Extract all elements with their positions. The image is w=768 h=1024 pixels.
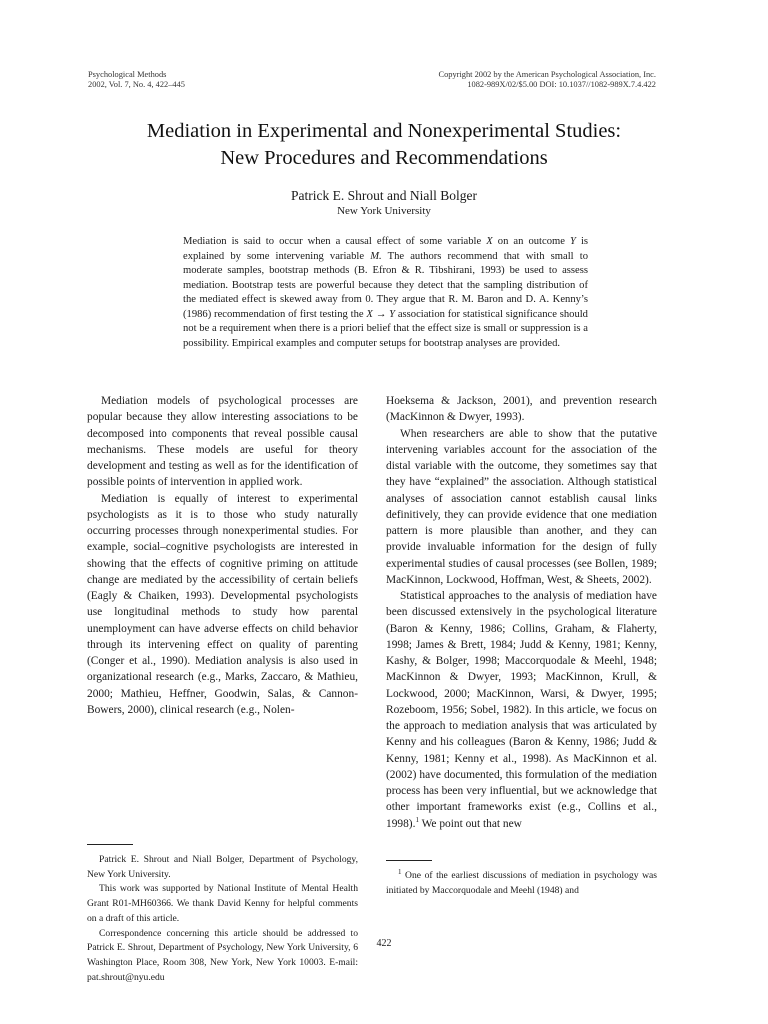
abstract-part: The authors recommend that with small to moderate samples, bootstrap methods (B. Efron & R. Tibshirani, 1993) be used to assess mediation. Bootstrap tests are powerful because they detect that the sampling distribution of the mediated effect is skewed away from 0. They argue that R. M. Baron and D. A. Kenny’s (1986) recommendation of first testing the: [183, 250, 589, 320]
abstract: [183, 235, 588, 351]
footnote-text: [386, 869, 657, 898]
body-paragraph: Mediation is equally of interest to experimental psychologists as it is to those who study naturally occurring processes through nonexperimental studies. For example, social–cognitive psychologists are interested in showing that the effects of cognitive priming on attitude change are mediated by the accessibility of certain beliefs (Eagly & Chaiken, 1993). Developmental psychologists use longitudinal methods to study how parental unemployment can have adverse effects on child behavior through its intervening effect on quality of parenting (Conger et al., 1990). Mediation analysis is also used in organizational research (e.g., Marks, Zaccaro, & Mathieu, 2000; Mathieu, Heffner, Goodwin, Salas, & Cannon-Bowers, 2000), clinical research (e.g., Nolen-: [87, 492, 358, 716]
copyright-line: Copyright 2002 by the American Psychological Association, Inc.: [438, 70, 656, 79]
variable-x: X: [486, 236, 493, 247]
body-paragraph: Mediation models of psychological processes are popular because they allow interesting associations to be decomposed into components that reveal possible causal mechanisms. These models are useful for theory development and testing as well as for the identification of possible points of intervention in applied work.: [87, 395, 358, 489]
title-line-2: New Procedures and Recommendations: [220, 147, 548, 169]
abstract-part: Mediation is said to occur when a causal effect of some variable: [183, 236, 482, 247]
paragraph-text: Statistical approaches to the analysis of mediation have been discussed extensively in the psychological literature (Baron & Kenny, 1986; Collins, Graham, & Flaherty, 1998; James & Brett, 1984; Judd & Kenny, 1981; Kenny, Kashy, & Bolger, 1998; Maccorquodale & Meehl, 1948; MacKinnon & Dwyer, 1993; MacKinnon, Krull, & Lockwood, 2000; MacKinnon, Warsi, & Dwyer, 1995; Rozeboom, 1956; Sobel, 1982). In this article, we focus on the approach to mediation analysis that was articulated by Kenny and his colleagues (Baron & Kenny, 1986; Judd & Kenny, 1981; Kenny et al., 1998). As MacKinnon et al. (2002) have documented, this formulation of the mediation process has been very influential, but we acknowledge that other important frameworks exist (e.g., Collins et al., 1998).: [386, 590, 657, 830]
body-column-left: [87, 393, 358, 718]
footnote-mark: 1: [398, 867, 402, 876]
body-paragraph: [386, 588, 657, 832]
journal-volume: 2002, Vol. 7, No. 4, 422–445: [88, 80, 185, 89]
article-title: [60, 118, 708, 172]
doi-line: 1082-989X/02/$5.00 DOI: 10.1037//1082-989X.7.4.422: [467, 80, 656, 89]
author-note-funding: This work was supported by National Institute of Mental Health Grant R01-MH60366. We thank David Kenny for helpful comments on a draft of this article.: [87, 883, 358, 924]
body-column-right: [386, 393, 657, 832]
body-paragraph: Hoeksema & Jackson, 2001), and prevention research (MacKinnon & Dwyer, 1993).: [386, 395, 657, 424]
author-note: [87, 853, 358, 985]
author-names: Patrick E. Shrout and Niall Bolger: [291, 188, 477, 203]
footnote-body: One of the earliest discussions of mediation in psychology was initiated by Maccorquodale and Meehl (1948) and: [386, 870, 657, 896]
journal-header: [88, 70, 185, 90]
abstract-part: association for statistical significance should not be a requirement when there is a priori belief that the effect size is small or suppression is a possibility. Empirical examples and computer setups for bootstrap analyses are provided.: [183, 308, 588, 349]
paragraph-text: We point out that new: [418, 817, 522, 830]
footnote-reference[interactable]: 1: [415, 815, 419, 824]
journal-name: Psychological Methods: [88, 70, 167, 79]
copyright-header: [439, 70, 656, 90]
footnote-divider: [87, 844, 133, 845]
author-note-affiliation: Patrick E. Shrout and Niall Bolger, Department of Psychology, New York University.: [87, 854, 358, 880]
abstract-part: on an outcome: [497, 236, 565, 247]
abstract-part: is explained by some intervening variable: [183, 236, 589, 262]
x-to-y-arrow: X → Y: [366, 308, 396, 320]
page-number: 422: [376, 938, 392, 949]
author-affiliation: New York University: [337, 205, 431, 217]
abstract-text: [183, 235, 588, 351]
author-note-correspondence: Correspondence concerning this article should be addressed to Patrick E. Shrout, Department of Psychology, New York University, 6 Washington Place, Room 308, New York, New York 10003. E-mail: pat.shrout@nyu.edu: [87, 927, 358, 983]
footnote-1: [386, 869, 657, 898]
variable-m: M.: [370, 250, 382, 262]
footnote-divider: [386, 860, 432, 861]
variable-y: Y: [569, 236, 576, 247]
body-paragraph: When researchers are able to show that the putative intervening variables account for the association of the distal variable with the outcome, they sometimes say that they have “explained” the association. Although statistical analyses of association cannot establish causal links definitively, they can provide evidence that one mediation pattern is more plausible than another, and they can provide invaluable information for the design of fully experimental studies of causal processes (see Bollen, 1989; MacKinnon, Lockwood, Hoffman, West, & Sheets, 2002).: [386, 427, 657, 586]
title-line-1: Mediation in Experimental and Nonexperimental Studies:: [146, 120, 622, 142]
